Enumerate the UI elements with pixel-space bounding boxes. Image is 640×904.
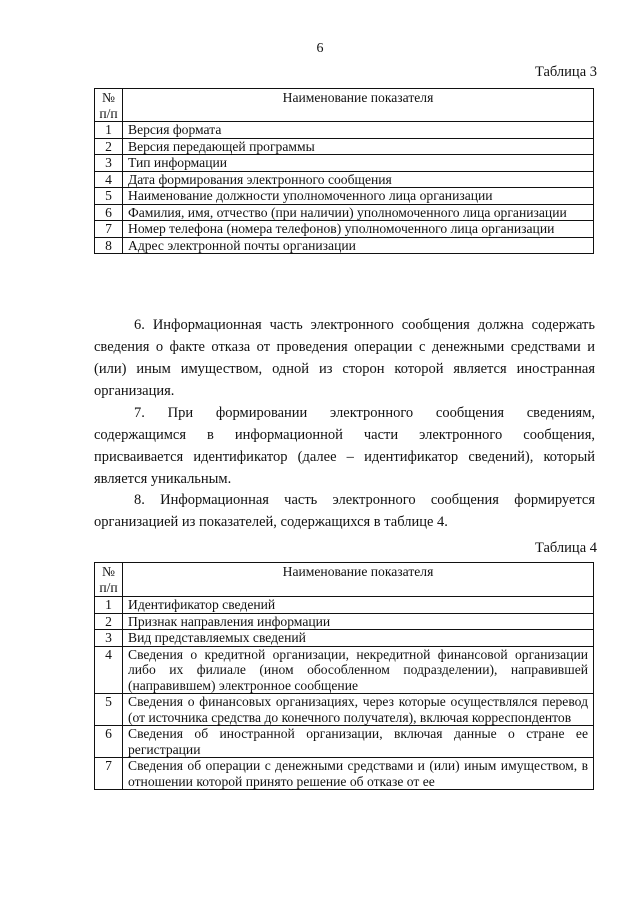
table-row bbox=[95, 171, 594, 188]
row-text: Наименование должности уполномоченного лица организации bbox=[123, 188, 594, 205]
row-text: Признак направления информации bbox=[123, 613, 594, 630]
row-number: 5 bbox=[95, 694, 123, 726]
paragraph-6: 6. Информационная часть электронного сообщения должна содержать сведения о факте отказа от проведения операции с денежными средствами и (или) иным имуществом, одной из сторон которой является иностранная организация. bbox=[94, 317, 595, 399]
row-number: 4 bbox=[95, 171, 123, 188]
table-row bbox=[95, 204, 594, 221]
table4-header-row bbox=[95, 563, 594, 597]
table3-header-row bbox=[95, 89, 594, 122]
row-number: 4 bbox=[95, 646, 123, 694]
table3-header-name: Наименование показателя bbox=[123, 89, 594, 122]
table-row bbox=[95, 188, 594, 205]
row-number: 7 bbox=[95, 758, 123, 790]
row-text: Идентификатор сведений bbox=[123, 597, 594, 614]
row-number: 6 bbox=[95, 726, 123, 758]
row-number: 5 bbox=[95, 188, 123, 205]
row-text: Номер телефона (номера телефонов) уполномоченного лица организации bbox=[123, 221, 594, 238]
table-row bbox=[95, 758, 594, 790]
row-number: 2 bbox=[95, 613, 123, 630]
paragraph-7: 7. При формировании электронного сообщения сведениям, содержащимся в информационной части электронного сообщения, присваивается идентификатор (далее – идентификатор сведений), который является уникальным. bbox=[94, 405, 595, 487]
row-text: Сведения об операции с денежными средствами и (или) иным имуществом, в отношении которой принято решение об отказе от ее bbox=[123, 758, 594, 790]
table-row bbox=[95, 122, 594, 139]
row-number: 3 bbox=[95, 155, 123, 172]
row-text: Вид представляемых сведений bbox=[123, 630, 594, 647]
row-number: 1 bbox=[95, 597, 123, 614]
row-number: 8 bbox=[95, 237, 123, 254]
table-row bbox=[95, 155, 594, 172]
table4 bbox=[94, 562, 594, 790]
table-row bbox=[95, 630, 594, 647]
row-text: Сведения об иностранной организации, включая данные о стране ее регистрации bbox=[123, 726, 594, 758]
row-number: 7 bbox=[95, 221, 123, 238]
row-text: Тип информации bbox=[123, 155, 594, 172]
table-row bbox=[95, 613, 594, 630]
row-number: 1 bbox=[95, 122, 123, 139]
row-number: 3 bbox=[95, 630, 123, 647]
row-text: Адрес электронной почты организации bbox=[123, 237, 594, 254]
table3-caption: Таблица 3 bbox=[534, 64, 597, 80]
table4-header-num: № п/п bbox=[95, 563, 123, 597]
table-row bbox=[95, 237, 594, 254]
row-number: 2 bbox=[95, 138, 123, 155]
table-row bbox=[95, 221, 594, 238]
table-row bbox=[95, 726, 594, 758]
page-number: 6 bbox=[316, 41, 324, 56]
table-row bbox=[95, 597, 594, 614]
table3-header-num: № п/п bbox=[95, 89, 123, 122]
row-number: 6 bbox=[95, 204, 123, 221]
row-text: Версия формата bbox=[123, 122, 594, 139]
row-text: Сведения о финансовых организациях, через которые осуществлялся перевод (от источника средства до конечного получателя), включая корреспондентов bbox=[123, 694, 594, 726]
table3 bbox=[94, 88, 594, 254]
table-row bbox=[95, 646, 594, 694]
table4-caption: Таблица 4 bbox=[534, 540, 597, 556]
paragraph-8: 8. Информационная часть электронного сообщения формируется организацией из показателей, содержащихся в таблице 4. bbox=[94, 492, 595, 530]
row-text: Сведения о кредитной организации, некредитной финансовой организации либо их филиале (ином обособленном подразделении), направившей (направившем) электронное сообщение bbox=[123, 646, 594, 694]
table4-header-name: Наименование показателя bbox=[123, 563, 594, 597]
row-text: Фамилия, имя, отчество (при наличии) уполномоченного лица организации bbox=[123, 204, 594, 221]
row-text: Дата формирования электронного сообщения bbox=[123, 171, 594, 188]
row-text: Версия передающей программы bbox=[123, 138, 594, 155]
table-row bbox=[95, 694, 594, 726]
table-row bbox=[95, 138, 594, 155]
